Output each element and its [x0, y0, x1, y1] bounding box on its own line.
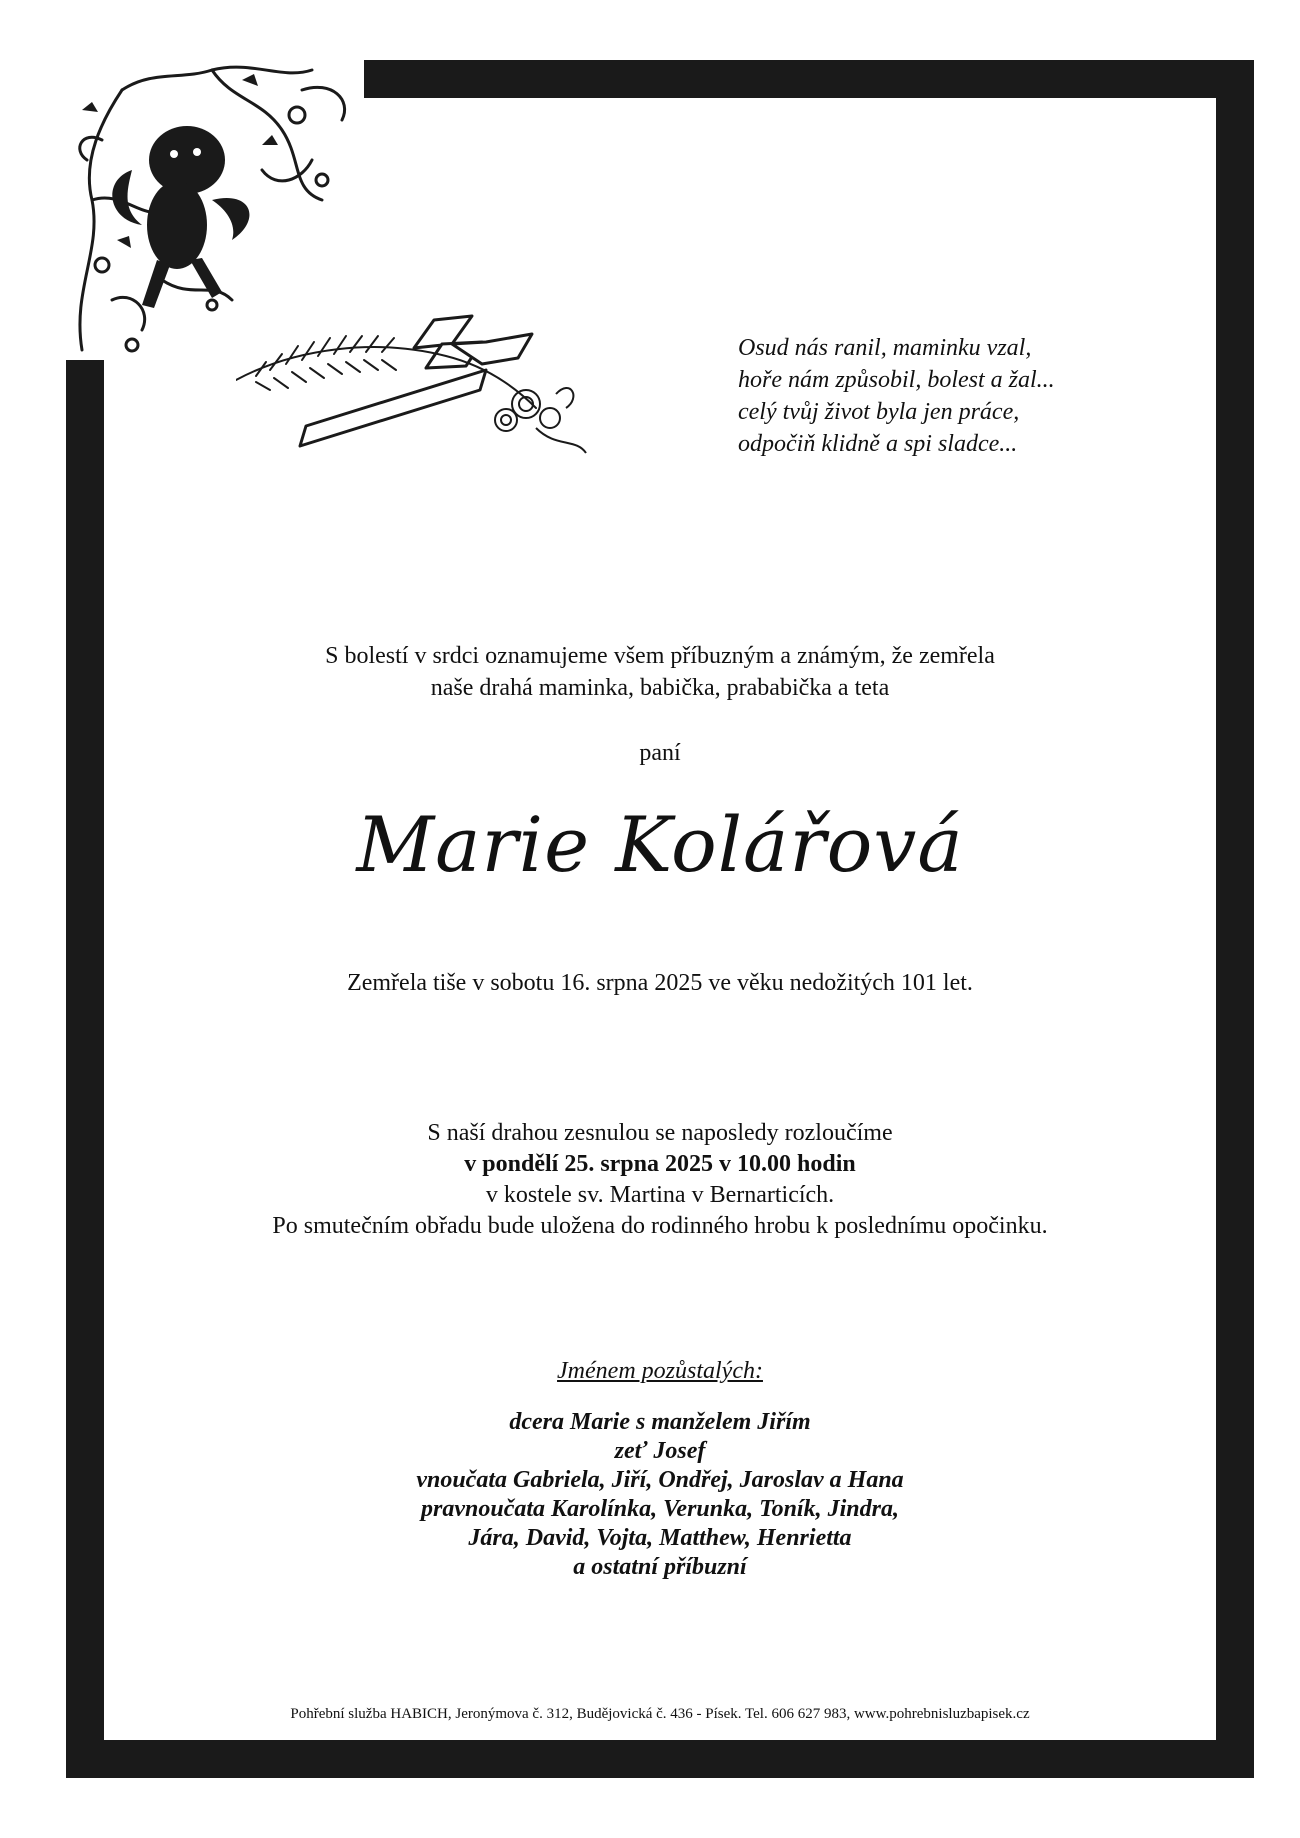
- frame-top-border: [364, 60, 1254, 98]
- mourners-heading: Jménem pozůstalých:: [557, 1358, 763, 1384]
- announcement-line-2: naše drahá maminka, babička, prababička a teta: [430, 675, 890, 701]
- funeral-service-footer: Pohřební služba HABICH, Jeronýmova č. 312, Budějovická č. 436 - Písek. Tel. 606 627 983, www.pohrebnisluzbapisek.cz: [290, 1706, 1030, 1722]
- announcement-line-1: S bolestí v srdci oznamujeme všem příbuzným a známým, že zemřela: [325, 643, 995, 669]
- frame-right-border: [1216, 60, 1254, 1778]
- farewell-burial: Po smutečním obřadu bude uložena do rodinného hrobu k poslednímu opočinku.: [272, 1213, 1048, 1239]
- poem-line: hoře nám způsobil, bolest a žal...: [738, 367, 1055, 393]
- frame-left-border: [66, 360, 104, 1778]
- cross-with-palm-and-roses-icon: [236, 308, 616, 460]
- honorific: paní: [639, 740, 681, 766]
- mourner-line: a ostatní příbuzní: [573, 1554, 747, 1580]
- announcement-intro: [104, 640, 1216, 704]
- farewell-details: [104, 1118, 1216, 1242]
- frame-bottom-border: [66, 1740, 1254, 1778]
- farewell-date-time: v pondělí 25. srpna 2025 v 10.00 hodin: [464, 1151, 856, 1177]
- poem-line: celý tvůj život byla jen práce,: [738, 399, 1020, 425]
- farewell-place: v kostele sv. Martina v Bernarticích.: [485, 1182, 835, 1208]
- poem: [738, 332, 1168, 460]
- death-notice: Zemřela tiše v sobotu 16. srpna 2025 ve věku nedožitých 101 let.: [347, 970, 973, 996]
- mourner-line: dcera Marie s manželem Jiřím: [509, 1409, 811, 1435]
- farewell-line-1: S naší drahou zesnulou se naposledy rozloučíme: [427, 1120, 893, 1146]
- mourner-line: Jára, David, Vojta, Matthew, Henrietta: [468, 1525, 852, 1551]
- mourner-line: pravnoučata Karolínka, Verunka, Toník, Jindra,: [421, 1496, 899, 1522]
- mourner-line: zeť Josef: [614, 1438, 706, 1464]
- poem-line: odpočiň klidně a spi sladce...: [738, 431, 1018, 457]
- poem-line: Osud nás ranil, maminku vzal,: [738, 335, 1032, 361]
- mourners-list: [104, 1408, 1216, 1582]
- deceased-name: Marie Kolářová: [356, 800, 964, 889]
- mourner-line: vnoučata Gabriela, Jiří, Ondřej, Jaroslav a Hana: [416, 1467, 904, 1493]
